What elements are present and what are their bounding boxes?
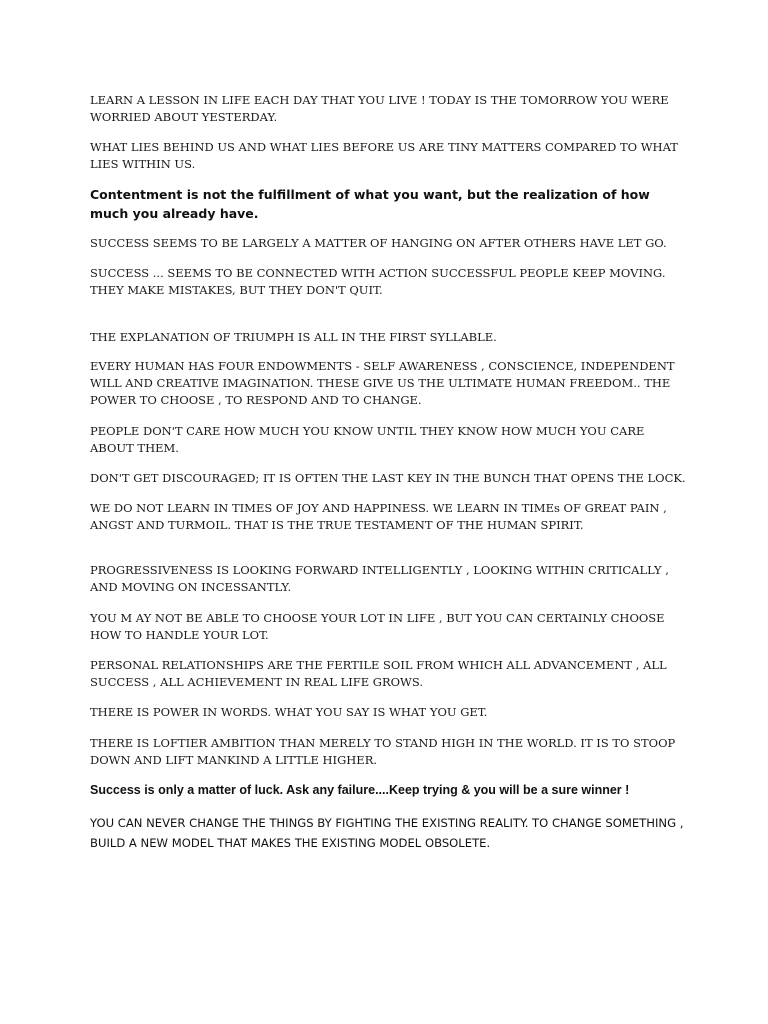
quote-paragraph: Success is only a matter of luck. Ask any failure....Keep trying & you will be a sure winner ! bbox=[90, 783, 630, 797]
quote-paragraph: THERE IS POWER IN WORDS. WHAT YOU SAY IS WHAT YOU GET. bbox=[90, 705, 488, 719]
quote-paragraph: THERE IS LOFTIER AMBITION THAN MERELY TO STAND HIGH IN THE WORLD. IT IS TO STOOP DOWN AND LIFT MANKIND A LITTLE HIGHER. bbox=[90, 736, 676, 767]
quote-paragraph: WE DO NOT LEARN IN TIMES OF JOY AND HAPPINESS. WE LEARN IN TIMEs OF GREAT PAIN , ANGST AND TURMOIL. THAT IS THE TRUE TESTAMENT OF THE HUMAN SPIRIT. bbox=[90, 501, 667, 532]
quote-paragraph: YOU M AY NOT BE ABLE TO CHOOSE YOUR LOT IN LIFE , BUT YOU CAN CERTAINLY CHOOSE HOW TO HANDLE YOUR LOT. bbox=[90, 611, 665, 642]
quote-paragraph: THE EXPLANATION OF TRIUMPH IS ALL IN THE FIRST SYLLABLE. bbox=[90, 330, 497, 344]
quote-paragraph: SUCCESS SEEMS TO BE LARGELY A MATTER OF HANGING ON AFTER OTHERS HAVE LET GO. bbox=[90, 236, 667, 250]
quote-paragraph: PROGRESSIVENESS IS LOOKING FORWARD INTELLIGENTLY , LOOKING WITHIN CRITICALLY , AND MOVING ON INCESSANTLY. bbox=[90, 563, 669, 594]
quote-paragraph: SUCCESS ... SEEMS TO BE CONNECTED WITH ACTION SUCCESSFUL PEOPLE KEEP MOVING. THEY MAKE MISTAKES, BUT THEY DON'T QUIT. bbox=[90, 266, 666, 297]
quote-paragraph: PERSONAL RELATIONSHIPS ARE THE FERTILE SOIL FROM WHICH ALL ADVANCEMENT , ALL SUCCESS , ALL ACHIEVEMENT IN REAL LIFE GROWS. bbox=[90, 658, 667, 689]
quote-paragraph: PEOPLE DON'T CARE HOW MUCH YOU KNOW UNTIL THEY KNOW HOW MUCH YOU CARE ABOUT THEM. bbox=[90, 424, 645, 455]
quote-paragraph: Contentment is not the fulfillment of what you want, but the realization of how much you already have. bbox=[90, 187, 650, 221]
quote-paragraph: LEARN A LESSON IN LIFE EACH DAY THAT YOU LIVE ! TODAY IS THE TOMORROW YOU WERE WORRIED ABOUT YESTERDAY. bbox=[90, 93, 669, 124]
quote-paragraph: EVERY HUMAN HAS FOUR ENDOWMENTS - SELF AWARENESS , CONSCIENCE, INDEPENDENT WILL AND CREATIVE IMAGINATION. THESE GIVE US THE ULTIMATE HUMAN FREEDOM.. THE POWER TO CHOOSE , TO RESPOND AND TO CHANGE. bbox=[90, 359, 675, 407]
quote-paragraph: WHAT LIES BEHIND US AND WHAT LIES BEFORE US ARE TINY MATTERS COMPARED TO WHAT LIES WITHIN US. bbox=[90, 140, 678, 171]
quote-paragraph: DON'T GET DISCOURAGED; IT IS OFTEN THE LAST KEY IN THE BUNCH THAT OPENS THE LOCK. bbox=[90, 471, 686, 485]
quote-paragraph: YOU CAN NEVER CHANGE THE THINGS BY FIGHTING THE EXISTING REALITY. TO CHANGE SOMETHING , BUILD A NEW MODEL THAT MAKES THE EXISTING MODEL OBSOLETE. bbox=[90, 816, 684, 850]
